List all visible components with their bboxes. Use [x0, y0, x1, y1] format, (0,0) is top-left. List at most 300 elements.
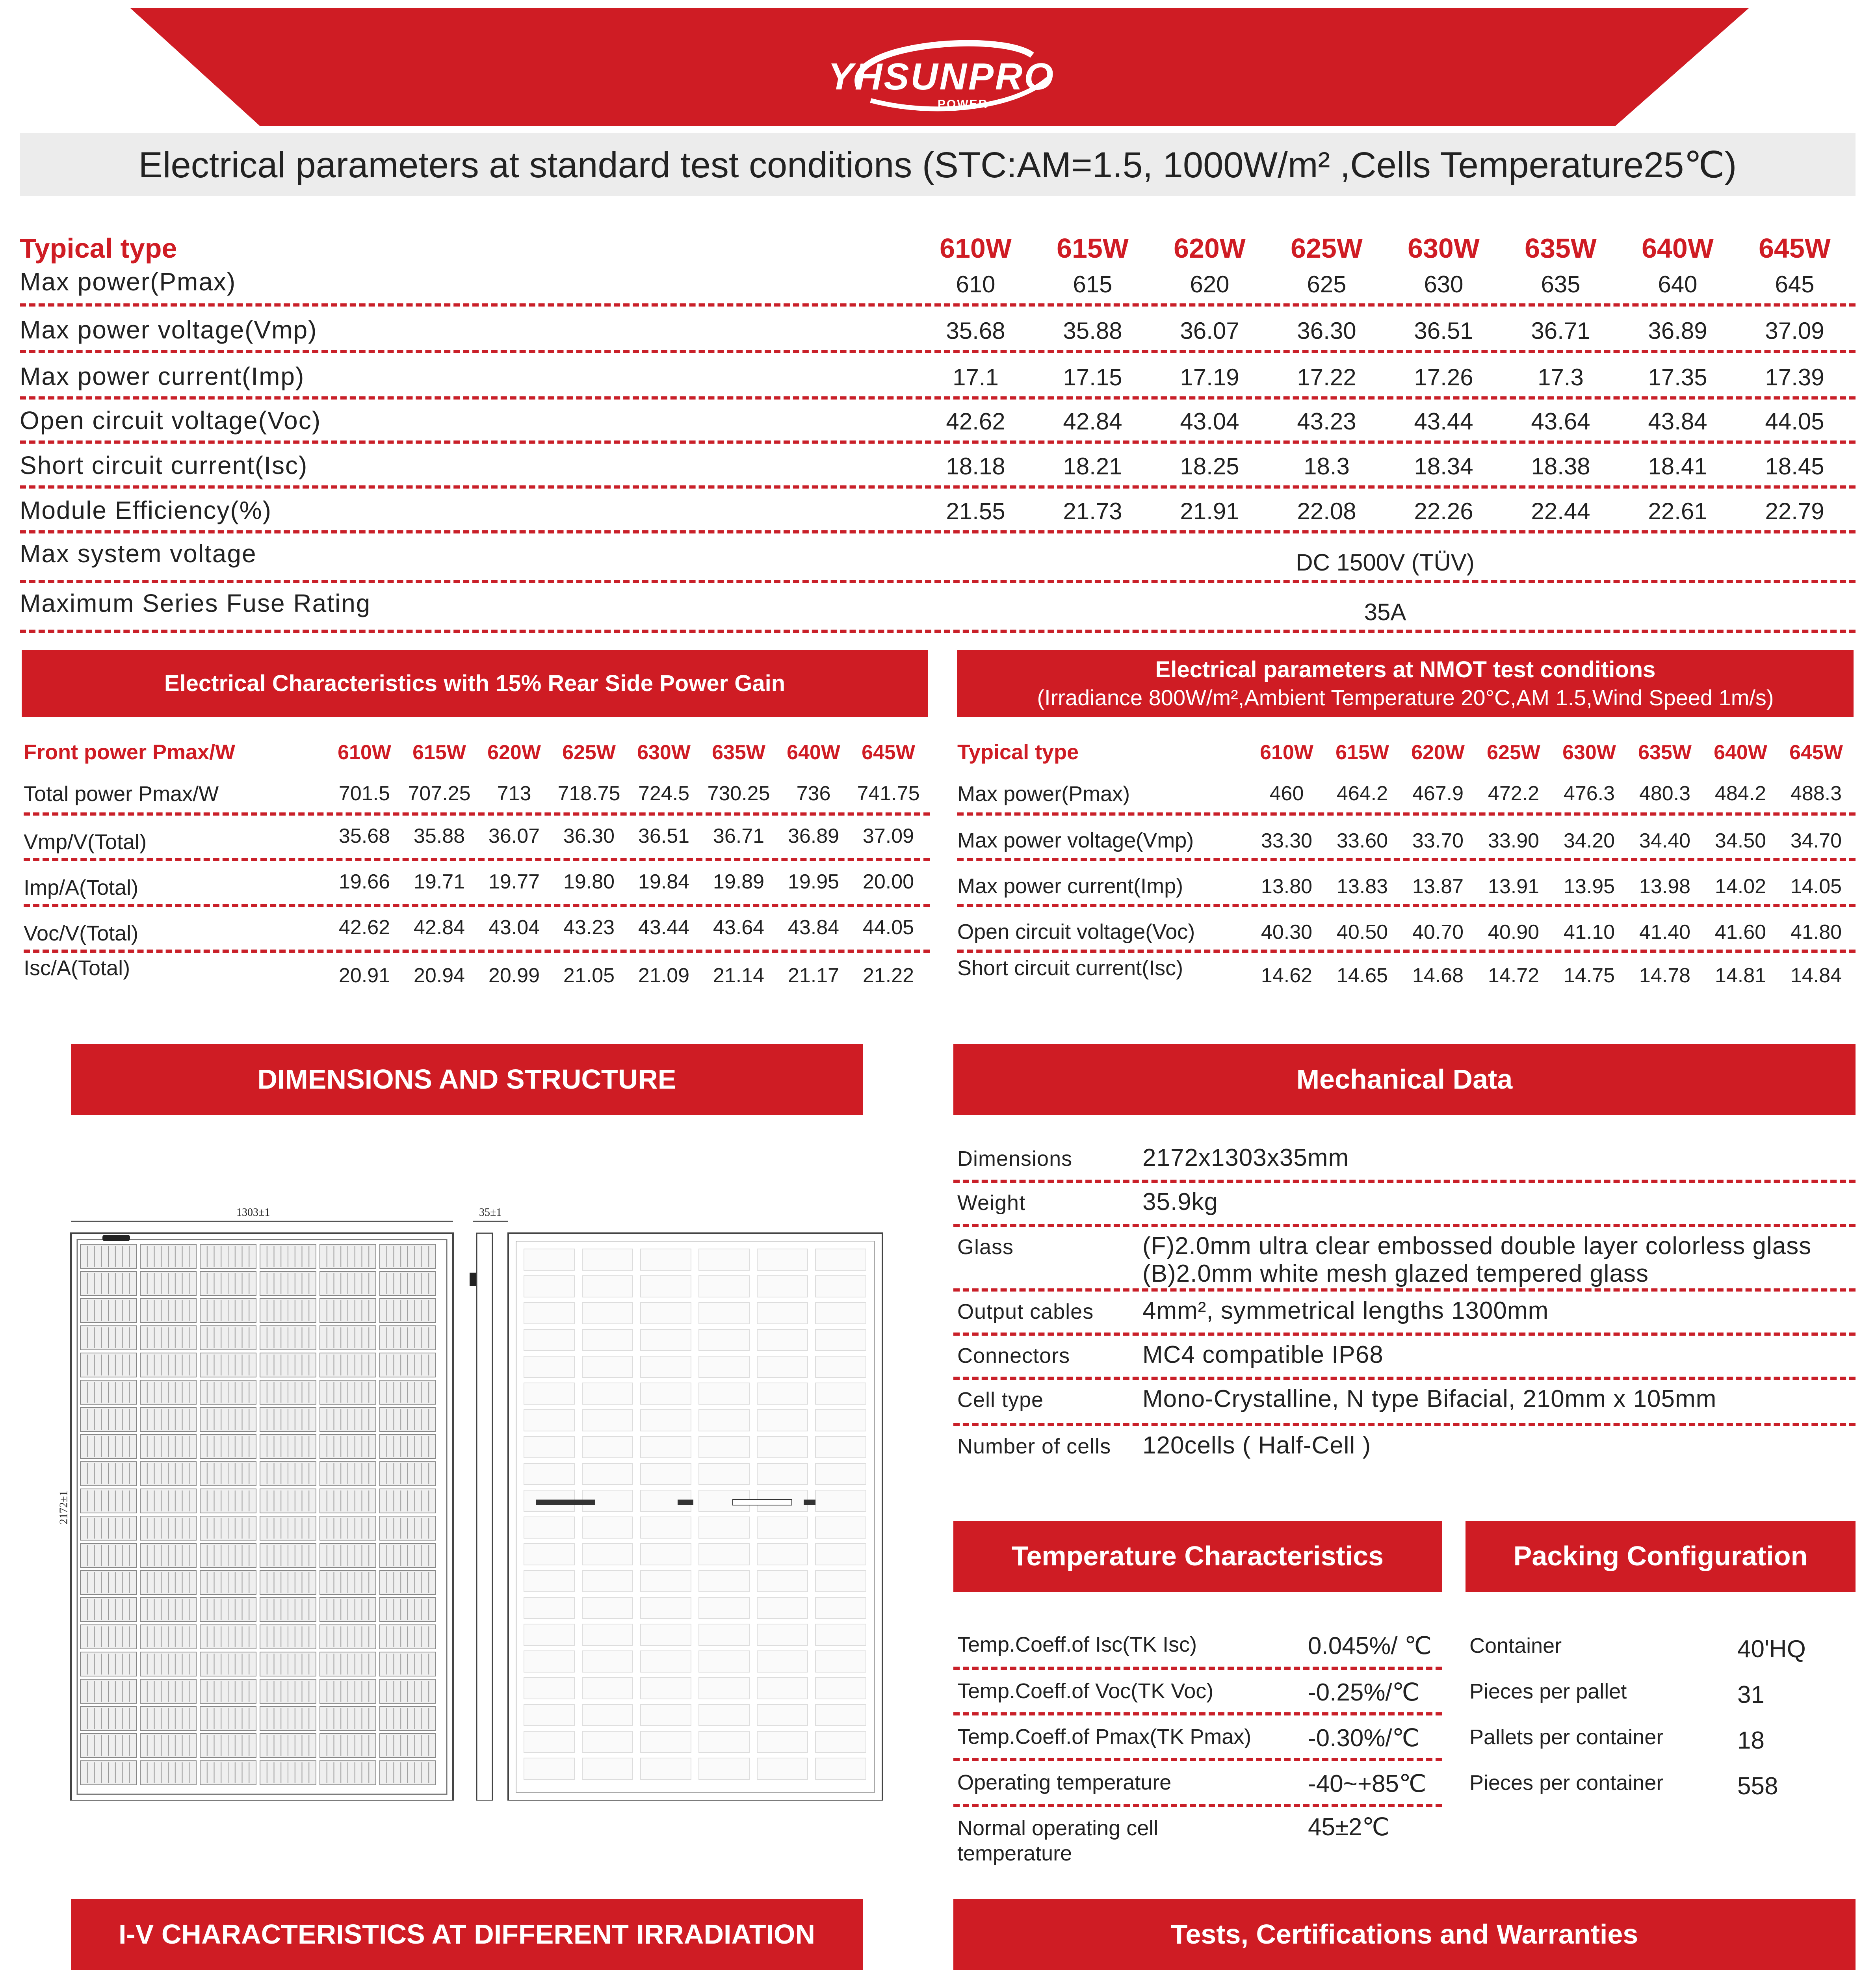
- back-cell: [524, 1544, 574, 1565]
- back-cell: [641, 1570, 691, 1592]
- mech-row: [953, 1139, 1856, 1183]
- cell: 41.40: [1639, 921, 1691, 944]
- stc-header-label: Typical type: [20, 233, 177, 264]
- cell: 22.26: [1414, 498, 1473, 524]
- panel-front-drawing: [58, 1202, 461, 1801]
- brand-sub: POWER: [938, 98, 988, 111]
- cell: 34.20: [1563, 829, 1615, 852]
- cell: 21.55: [946, 498, 1005, 524]
- back-cell: [641, 1597, 691, 1619]
- nmot-row: [957, 864, 1856, 907]
- cell: 17.39: [1765, 364, 1824, 390]
- back-cell: [699, 1624, 749, 1645]
- mech-value: [1142, 1188, 1218, 1216]
- stc-row-eff: [20, 491, 1856, 533]
- temp-value: -0.30%/℃: [1308, 1725, 1420, 1752]
- mech-row: [953, 1292, 1856, 1336]
- cell: 35.88: [1063, 318, 1122, 344]
- cell: 40.70: [1412, 921, 1464, 944]
- cell: 17.1: [953, 364, 999, 390]
- back-cell: [641, 1356, 691, 1377]
- back-cell: [815, 1544, 866, 1565]
- stc-title: Electrical parameters at standard test conditions (STC:AM=1.5, 1000W/m² ,Cells Temperature25℃): [138, 145, 1737, 185]
- mech-row: [953, 1183, 1856, 1227]
- pack-row: [1466, 1715, 1856, 1760]
- pack-value: 31: [1737, 1681, 1765, 1708]
- temp-key: [957, 1678, 1213, 1704]
- cell: 42.62: [338, 916, 390, 939]
- back-cell: [641, 1410, 691, 1431]
- cell: 43.04: [1180, 408, 1239, 435]
- back-cell: [815, 1329, 866, 1351]
- temp-key-line: Normal operating cell: [957, 1816, 1159, 1840]
- temp-header: [953, 1521, 1442, 1592]
- back-cell: [641, 1329, 691, 1351]
- nmot-row: [957, 910, 1856, 953]
- back-cell: [641, 1463, 691, 1485]
- cell: 36.71: [1531, 318, 1590, 344]
- pack-row: [1466, 1669, 1856, 1715]
- cell: 640: [1658, 271, 1698, 297]
- cell: 35.68: [946, 318, 1005, 344]
- back-cell: [582, 1356, 633, 1377]
- cell: 13.91: [1488, 875, 1540, 898]
- cell: 40.90: [1488, 921, 1540, 944]
- cell: 36.51: [1414, 318, 1473, 344]
- cell: 14.62: [1261, 964, 1313, 987]
- cell: 37.09: [862, 825, 914, 847]
- cell: 615W: [412, 741, 466, 764]
- cell: 630W: [637, 741, 691, 764]
- back-cell: [815, 1517, 866, 1538]
- cell: 43.84: [788, 916, 840, 939]
- mech-value-line: 2172x1303x35mm: [1142, 1144, 1349, 1171]
- nmot-header: [957, 650, 1854, 717]
- cell: 640W: [1714, 741, 1767, 764]
- back-cell: [582, 1651, 633, 1672]
- temp-key: [957, 1770, 1171, 1795]
- temp-key-line: Temp.Coeff.of Pmax(TK Pmax): [957, 1725, 1252, 1749]
- back-cell: [815, 1570, 866, 1592]
- row-label: Max power current(Imp): [957, 874, 1183, 898]
- cell: 736: [796, 782, 831, 805]
- cell: 33.70: [1412, 829, 1464, 852]
- back-cell: [641, 1651, 691, 1672]
- stc-col-2: 615W: [1057, 233, 1129, 264]
- cell: 17.22: [1297, 364, 1356, 390]
- cell: 20.91: [338, 964, 390, 987]
- cell: 625W: [562, 741, 616, 764]
- back-cell: [699, 1758, 749, 1779]
- cell: 22.79: [1765, 498, 1824, 524]
- back-cell: [582, 1410, 633, 1431]
- back-cell: [524, 1624, 574, 1645]
- row-label: Short circuit current(Isc): [20, 451, 308, 479]
- row-label: Vmp/V(Total): [24, 830, 147, 854]
- back-cell: [699, 1651, 749, 1672]
- rear-header: [22, 650, 928, 717]
- mech-key: Number of cells: [957, 1435, 1111, 1458]
- cell: 41.10: [1563, 921, 1615, 944]
- row-label: Front power Pmax/W: [24, 740, 236, 764]
- cell: 17.15: [1063, 364, 1122, 390]
- pack-header: [1466, 1521, 1856, 1592]
- stc-row-fuse: [20, 585, 1856, 633]
- back-cell: [524, 1463, 574, 1485]
- back-cell: [582, 1758, 633, 1779]
- cell: 635: [1541, 271, 1581, 297]
- junction-box-left: [536, 1500, 595, 1505]
- back-cell: [815, 1249, 866, 1270]
- pack-value: 40'HQ: [1737, 1635, 1806, 1663]
- temp-value: -0.25%/℃: [1308, 1679, 1420, 1706]
- temp-key: [957, 1816, 1158, 1866]
- cell: 19.89: [713, 870, 765, 893]
- cell: 635W: [1638, 741, 1692, 764]
- nmot-title: Electrical parameters at NMOT test conditions: [1155, 656, 1656, 682]
- back-cell: [815, 1383, 866, 1404]
- cell: 18.45: [1765, 453, 1824, 479]
- back-cell: [582, 1249, 633, 1270]
- mech-row: [953, 1227, 1856, 1292]
- mech-value-line: 120cells ( Half-Cell ): [1142, 1432, 1371, 1459]
- cell: 18.18: [946, 453, 1005, 479]
- cell: 476.3: [1563, 782, 1615, 805]
- back-cell: [582, 1678, 633, 1699]
- back-cell: [641, 1704, 691, 1726]
- row-label: Short circuit current(Isc): [957, 956, 1183, 980]
- mech-title: Mechanical Data: [1296, 1064, 1513, 1095]
- back-cell: [582, 1597, 633, 1619]
- tests-title: Tests, Certifications and Warranties: [1170, 1919, 1638, 1950]
- cell: 472.2: [1488, 782, 1540, 805]
- back-cell: [699, 1276, 749, 1297]
- junction-box-right: [733, 1500, 792, 1505]
- temp-key: [957, 1724, 1251, 1749]
- rear-header-row: [24, 733, 930, 764]
- dims-title: DIMENSIONS AND STRUCTURE: [257, 1064, 676, 1095]
- cell: 13.80: [1261, 875, 1313, 898]
- stc-col-3: 620W: [1174, 233, 1246, 264]
- back-cell: [641, 1678, 691, 1699]
- back-cell: [757, 1249, 808, 1270]
- temp-value: -40~+85℃: [1308, 1770, 1427, 1797]
- mech-value: [1142, 1297, 1549, 1325]
- cell: 21.05: [563, 964, 615, 987]
- back-cell: [699, 1437, 749, 1458]
- mech-key: Dimensions: [957, 1147, 1073, 1171]
- cell: 21.22: [862, 964, 914, 987]
- cell: 610W: [338, 741, 391, 764]
- tests-header: [953, 1899, 1856, 1970]
- nmot-header-row: [957, 733, 1856, 764]
- cell: 645W: [862, 741, 915, 764]
- temp-row: [953, 1670, 1442, 1715]
- back-cell: [757, 1303, 808, 1324]
- cell: 620W: [1411, 741, 1465, 764]
- cell: 610: [956, 271, 996, 297]
- cell: 14.84: [1790, 964, 1842, 987]
- back-cell: [699, 1597, 749, 1619]
- back-cell: [524, 1731, 574, 1753]
- pack-value: 558: [1737, 1773, 1778, 1800]
- fuse-value: 35A: [1364, 599, 1406, 625]
- mech-value-line: (B)2.0mm white mesh glazed tempered glass: [1142, 1260, 1649, 1287]
- back-cell: [524, 1517, 574, 1538]
- cell: 22.44: [1531, 498, 1590, 524]
- back-cell: [582, 1704, 633, 1726]
- cell: 21.17: [788, 964, 840, 987]
- back-cell: [582, 1544, 633, 1565]
- row-label: Module Efficiency(%): [20, 496, 272, 524]
- cell: 20.99: [488, 964, 540, 987]
- cell: 14.72: [1488, 964, 1540, 987]
- back-cell: [524, 1597, 574, 1619]
- panel-back-drawing: [465, 1202, 890, 1801]
- back-cell: [815, 1678, 866, 1699]
- back-cell: [815, 1597, 866, 1619]
- cell: 43.23: [1297, 408, 1356, 435]
- nmot-table: [957, 733, 1856, 1009]
- cell: 701.5: [338, 782, 390, 805]
- cell: 33.90: [1488, 829, 1540, 852]
- rear-title: Electrical Characteristics with 15% Rear Side Power Gain: [164, 670, 786, 696]
- mech-row: [953, 1426, 1856, 1470]
- back-cell: [524, 1303, 574, 1324]
- connector: [804, 1500, 815, 1505]
- back-cell: [815, 1437, 866, 1458]
- cell: 19.66: [338, 870, 390, 893]
- temp-key-line: Temp.Coeff.of Isc(TK Isc): [957, 1633, 1197, 1656]
- back-cell: [524, 1570, 574, 1592]
- pack-key: Container: [1469, 1634, 1562, 1658]
- mech-value-line: Mono-Crystalline, N type Bifacial, 210mm x 105mm: [1142, 1385, 1717, 1412]
- cell: 43.84: [1648, 408, 1707, 435]
- back-cell: [524, 1356, 574, 1377]
- rear-row: [24, 776, 930, 816]
- row-label: Maximum Series Fuse Rating: [20, 589, 371, 617]
- cell: 718.75: [557, 782, 620, 805]
- cell: 36.30: [1297, 318, 1356, 344]
- cell: 14.02: [1714, 875, 1766, 898]
- stc-col-5: 630W: [1408, 233, 1480, 264]
- back-cell: [815, 1276, 866, 1297]
- temp-row: [953, 1807, 1442, 1866]
- temp-row: [953, 1623, 1442, 1670]
- back-cell: [699, 1329, 749, 1351]
- back-cell: [699, 1303, 749, 1324]
- back-cell: [757, 1329, 808, 1351]
- cell: 36.51: [638, 825, 690, 847]
- stc-row-voc: [20, 401, 1856, 444]
- back-cell: [524, 1249, 574, 1270]
- cell: 19.77: [488, 870, 540, 893]
- back-cell: [524, 1758, 574, 1779]
- back-cell: [815, 1624, 866, 1645]
- cell: 20.00: [862, 870, 914, 893]
- back-cell: [699, 1517, 749, 1538]
- cell: 36.89: [788, 825, 840, 847]
- back-cell: [815, 1463, 866, 1485]
- cell: 730.25: [707, 782, 770, 805]
- back-cell: [641, 1517, 691, 1538]
- brand-name: YHSUNPRO: [828, 56, 1055, 98]
- cell: 33.60: [1336, 829, 1388, 852]
- back-cell: [582, 1731, 633, 1753]
- panel-side-view: [477, 1233, 492, 1801]
- cell: 625: [1307, 271, 1347, 297]
- back-cell: [757, 1383, 808, 1404]
- stc-col-7: 640W: [1642, 233, 1714, 264]
- temp-row: [953, 1761, 1442, 1807]
- row-label: Open circuit voltage(Voc): [957, 920, 1195, 944]
- back-cell: [699, 1731, 749, 1753]
- cell: 35.88: [413, 825, 465, 847]
- cell: 19.71: [413, 870, 465, 893]
- back-cell: [641, 1276, 691, 1297]
- rear-row: [24, 819, 930, 861]
- rear-table: [24, 733, 930, 1009]
- side-connector: [470, 1273, 476, 1286]
- cell: 14.05: [1790, 875, 1842, 898]
- cell: 610W: [1260, 741, 1313, 764]
- back-cell: [757, 1410, 808, 1431]
- cell: 18.41: [1648, 453, 1707, 479]
- back-cell: [699, 1249, 749, 1270]
- cell: 13.95: [1563, 875, 1615, 898]
- row-label: Imp/A(Total): [24, 876, 139, 900]
- cell: 43.64: [713, 916, 765, 939]
- back-cell: [757, 1624, 808, 1645]
- stc-col-8: 645W: [1759, 233, 1831, 264]
- cell: 707.25: [408, 782, 471, 805]
- cell: 467.9: [1412, 782, 1464, 805]
- stc-row-sysv: [20, 536, 1856, 583]
- stc-row-imp: [20, 357, 1856, 400]
- mech-value-line: 35.9kg: [1142, 1188, 1218, 1215]
- junction-box-center: [678, 1500, 693, 1505]
- cell: 17.26: [1414, 364, 1473, 390]
- pack-key: Pallets per container: [1469, 1725, 1664, 1749]
- nmot-row: [957, 776, 1856, 816]
- depth-dimension: 35±1: [479, 1206, 502, 1219]
- back-cell: [757, 1544, 808, 1565]
- cell: 19.80: [563, 870, 615, 893]
- row-label: Max power voltage(Vmp): [20, 316, 318, 344]
- back-cell: [582, 1570, 633, 1592]
- pack-key: Pieces per pallet: [1469, 1680, 1627, 1703]
- back-cell: [699, 1356, 749, 1377]
- cell: 14.65: [1336, 964, 1388, 987]
- back-cell: [524, 1276, 574, 1297]
- mech-key: Glass: [957, 1235, 1014, 1259]
- cell: 480.3: [1639, 782, 1691, 805]
- cell: 14.78: [1639, 964, 1691, 987]
- back-cell: [757, 1356, 808, 1377]
- cell: 19.84: [638, 870, 690, 893]
- cell: 630W: [1562, 741, 1616, 764]
- cell: 14.81: [1714, 964, 1766, 987]
- back-cell: [524, 1704, 574, 1726]
- cell: 36.89: [1648, 318, 1707, 344]
- back-cell: [641, 1624, 691, 1645]
- back-cell: [757, 1597, 808, 1619]
- cell: 13.83: [1336, 875, 1388, 898]
- stc-row-isc: [20, 446, 1856, 489]
- back-cell: [757, 1758, 808, 1779]
- mech-row: [953, 1380, 1856, 1426]
- cell: 724.5: [638, 782, 690, 805]
- row-label: Max system voltage: [20, 539, 257, 568]
- back-cell: [582, 1517, 633, 1538]
- cell: 13.87: [1412, 875, 1464, 898]
- stc-row-pmax: [20, 264, 1856, 307]
- cell: 43.64: [1531, 408, 1590, 435]
- stc-title-bar: [20, 133, 1856, 196]
- mech-header: [953, 1044, 1856, 1115]
- mech-row: [953, 1336, 1856, 1380]
- mech-value-line: MC4 compatible IP68: [1142, 1341, 1384, 1368]
- back-cell: [641, 1437, 691, 1458]
- back-cell: [815, 1704, 866, 1726]
- cell: 17.3: [1538, 364, 1584, 390]
- cell: 18.38: [1531, 453, 1590, 479]
- cell: 43.04: [488, 916, 540, 939]
- temp-row: [953, 1715, 1442, 1761]
- back-cell: [815, 1731, 866, 1753]
- cell: 484.2: [1714, 782, 1766, 805]
- cell: 635W: [712, 741, 765, 764]
- cell: 40.30: [1261, 921, 1313, 944]
- cell: 741.75: [857, 782, 920, 805]
- cell: 630: [1424, 271, 1464, 297]
- pack-row: [1466, 1623, 1856, 1669]
- nmot-row: [957, 953, 1856, 997]
- cell: 20.94: [413, 964, 465, 987]
- pack-row: [1466, 1760, 1856, 1806]
- back-cell: [582, 1437, 633, 1458]
- row-label: Typical type: [957, 740, 1079, 764]
- nmot-row: [957, 819, 1856, 861]
- mech-value-line: 4mm², symmetrical lengths 1300mm: [1142, 1297, 1549, 1324]
- dims-header: [71, 1044, 863, 1115]
- cell: 713: [497, 782, 531, 805]
- row-label: Max power current(Imp): [20, 362, 305, 390]
- sysv-value: DC 1500V (TÜV): [1296, 549, 1475, 576]
- cell: 43.44: [638, 916, 690, 939]
- cell: 625W: [1487, 741, 1540, 764]
- back-cell: [524, 1410, 574, 1431]
- mech-key: Output cables: [957, 1300, 1094, 1323]
- back-cell: [582, 1383, 633, 1404]
- cell: 43.23: [563, 916, 615, 939]
- back-cell: [524, 1437, 574, 1458]
- stc-col-1: 610W: [940, 233, 1012, 264]
- back-cell: [757, 1731, 808, 1753]
- back-cell: [757, 1651, 808, 1672]
- cell: 34.70: [1790, 829, 1842, 852]
- cell: 464.2: [1336, 782, 1388, 805]
- back-cell: [641, 1249, 691, 1270]
- back-cell: [582, 1463, 633, 1485]
- cell: 33.30: [1261, 829, 1313, 852]
- mech-key: Cell type: [957, 1388, 1044, 1412]
- back-cell: [757, 1463, 808, 1485]
- mech-value: [1142, 1385, 1716, 1413]
- cell: 36.07: [488, 825, 540, 847]
- back-cell: [641, 1544, 691, 1565]
- cell: 35.68: [338, 825, 390, 847]
